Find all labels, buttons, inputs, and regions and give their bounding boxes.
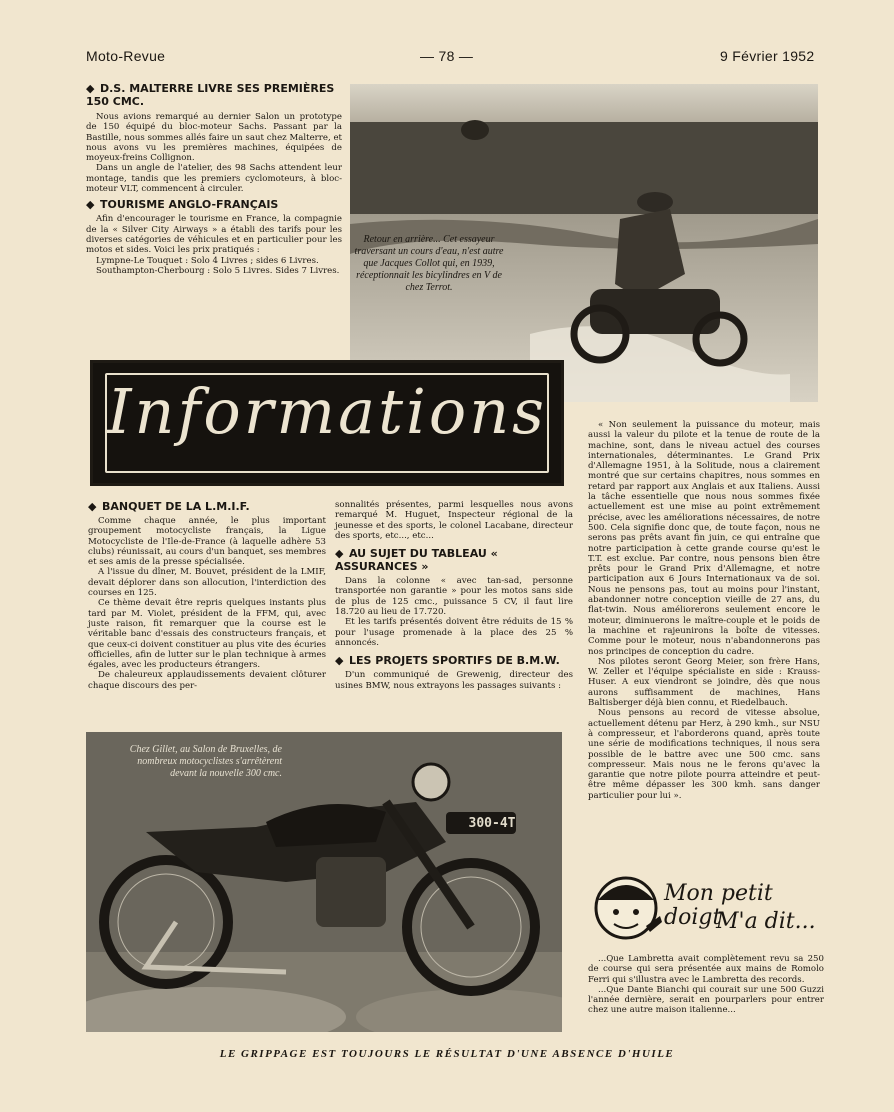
cartoon-head-icon bbox=[588, 866, 664, 946]
heading-bmw: ◆ LES PROJETS SPORTIFS DE B.M.W. bbox=[335, 654, 560, 668]
column-left-top bbox=[86, 82, 342, 276]
banner-title: Informations bbox=[107, 375, 547, 448]
photo-gillet-motorcycle bbox=[86, 732, 562, 1032]
mon-petit-doigt-items bbox=[588, 954, 824, 1016]
article-bmw-quote: « Non seulement la puissance du moteur, mais aussi la valeur du pilote et la tenue de route de la machine, sont, dans le niveau actuel des courses internationales, déterminantes. Le Grand Prix d'Allemagne 1951, à la Solitude, nous a clairement montré que sur certains chapitres, nous sommes en retard par rapport aux Anglais et aux Italiens. Aussi la tâche essentielle que nous nous sommes fixée actuellement est une mise au point extrêmement précise, avec les améliorations nécessaires, de notre 500. Cela signifie donc que, de toute façon, nous ne serons pas prêts avant fin juin, ce qui entraîne que notre participation à cette grande course qu'est le T.T. est exclue. Par contre, nous pensons bien être prêts pour le Grand Prix d'Allemagne, et notre participation aux 6 Jours Internationaux va de soi. Nous ne pensons pas, tout au moins pour l'instant, abandonner notre conception vieille de 27 ans, du flat-twin. Nous améliorerons seulement encore le moteur, diminuerons le maître-couple et le poids de la machine et rajeunirons la boîte de vitesses. Comme pour le moteur, nous n'abandonnerons pas nos principes de conception du cadre. Nos pilotes seront Georg Meier, son frère Hans, W. Zeller et l'équipe spécialiste en side : Krauss-Huser. A eux viendront se joindre, dès que nous aurons suffisamment de machines, Hans Baltisberger déjà bien connu, et Riedelbauch. Nous pensons au record de vitesse absolue, actuellement détenu par Herz, à 290 kmh., sur NSU à compresseur, et l'aborderons quand, après toute une série de modifications techniques, il nous sera possible de le battre avec une 500 cmc. sans compresseur. Mais nous ne le ferons qu'avec la garantie que notre pilote pourra atteindre et peut-être même dépasser les 300 kmh. sans danger particulier pour lui ». bbox=[588, 420, 820, 801]
heading-malterre: ◆ D.S. MALTERRE LIVRE SES PREMIÈRES 150 CMC. bbox=[86, 82, 335, 108]
article-malterre: Nous avions remarqué au dernier Salon un prototype de 150 équipé du bloc-moteur Sachs. Passant par la Bastille, nous sommes allés faire un saut chez Malterre, et nous avons vu les premières machines, équipées de moyeux-freins Collignon. Dans un angle de l'atelier, des 98 Sachs attendent leur montage, tandis que les premiers cyclomoteurs, à bloc-moteur VLT, commencent à circuler. bbox=[86, 112, 342, 195]
mon-petit-doigt-title-1: Mon petit doigt bbox=[664, 881, 773, 930]
rumor-bianchi: ...Que Dante Bianchi qui courait sur une 500 Guzzi l'année dernière, serait en pourparlers pour entrer chez une autre maison italienne... bbox=[588, 984, 824, 1016]
banquet-continuation: sonnalités présentes, parmi lesquelles nous avons remarqué M. Huguet, Inspecteur régional de la jeunesse et des sports, le colonel Lacabane, directeur des sports, etc..., etc... bbox=[335, 500, 573, 541]
bullet-icon: ◆ bbox=[88, 500, 97, 513]
column-banquet bbox=[88, 500, 326, 691]
heading-banquet: ◆ BANQUET DE LA L.M.I.F. bbox=[88, 500, 250, 513]
photo-bottom-caption: Chez Gillet, au Salon de Bruxelles, de nombreux motocyclistes s'arrêtèrent devant la nouvelle 300 cmc. bbox=[129, 744, 282, 779]
mon-petit-doigt-box bbox=[588, 866, 824, 1034]
bullet-icon: ◆ bbox=[335, 654, 344, 668]
bullet-icon: ◆ bbox=[86, 82, 95, 95]
issue-date: 9 Février 1952 bbox=[720, 48, 815, 64]
heading-assurances: ◆ AU SUJET DU TABLEAU « ASSURANCES » bbox=[335, 547, 498, 574]
magazine-name: Moto-Revue bbox=[86, 48, 166, 64]
footer-slogan: LE GRIPPAGE EST TOUJOURS LE RÉSULTAT D'UNE ABSENCE D'HUILE bbox=[219, 1048, 675, 1060]
article-tourisme: Afin d'encourager le tourisme en France, la compagnie de la « Silver City Airways » a établi des tarifs pour les diverses catégories de véhicules et en particulier pour les motos et sides. Voici les prix pratiqués : Lympne-Le Touquet : Solo 4 Livres ; sides 6 Livres. Southampton-Cherbourg : Solo 5 Livres. Sides 7 Livres. bbox=[86, 214, 342, 276]
mon-petit-doigt-title-2: M'a dit... bbox=[716, 909, 816, 934]
photo-rider-crossing-water bbox=[350, 84, 818, 402]
bullet-icon: ◆ bbox=[86, 198, 95, 212]
column-right bbox=[588, 420, 820, 801]
license-plate: 300-4T bbox=[468, 816, 516, 831]
page-number: — 78 — bbox=[420, 48, 474, 64]
bullet-icon: ◆ bbox=[335, 547, 344, 561]
informations-banner bbox=[90, 360, 564, 486]
photo-top-caption: Retour en arrière... Cet essayeur traversant un cours d'eau, n'est autre que Jacques Collot qui, en 1939, réceptionnait les bicylindres en V de chez Terrot. bbox=[354, 234, 504, 293]
column-middle bbox=[335, 500, 573, 691]
rumor-lambretta: ...Que Lambretta avait complètement revu sa 250 de course qui sera présentée aux mains de Romolo Ferri qui s'illustra avec le Lambretta des records. bbox=[588, 954, 824, 985]
article-assurances: Dans la colonne « avec tan-sad, personne transportée non garantie » pour les motos sans side de plus de 125 cmc., puissance 5 CV, il faut lire 18.720 au lieu de 17.720. Et les tarifs présentés doivent être réduits de 15 % pour l'usage promenade à la place des 25 % annoncés. bbox=[335, 576, 573, 648]
heading-tourisme: ◆ TOURISME ANGLO-FRANÇAIS bbox=[86, 198, 279, 212]
article-banquet: Comme chaque année, le plus important groupement motocycliste français, la Ligue Motocycliste de l'Ile-de-France (à laquelle adhère 53 clubs) réunissait, au cours d'un banquet, ses membres et ses amis de la presse spécialisée. A l'issue du dîner, M. Bouvet, président de la LMIF, devait déplorer dans son allocution, l'interdiction des courses en 125. Ce thème devait être repris quelques instants plus tard par M. Violet, président de la FFM, qui, avec juste raison, fit remarquer que la course est le véritable banc d'essais des constructeurs français, et que ceux-ci doivent constituer au plus vite des écuries officielles, afin de lutter sur le plan technique à armes égales, avec les producteurs étrangers. De chaleureux applaudissements devaient clôturer chaque discours des per- bbox=[88, 516, 326, 691]
article-bmw-intro: D'un communiqué de Grewenig, directeur des usines BMW, nous extrayons les passages suivants : bbox=[335, 670, 573, 691]
